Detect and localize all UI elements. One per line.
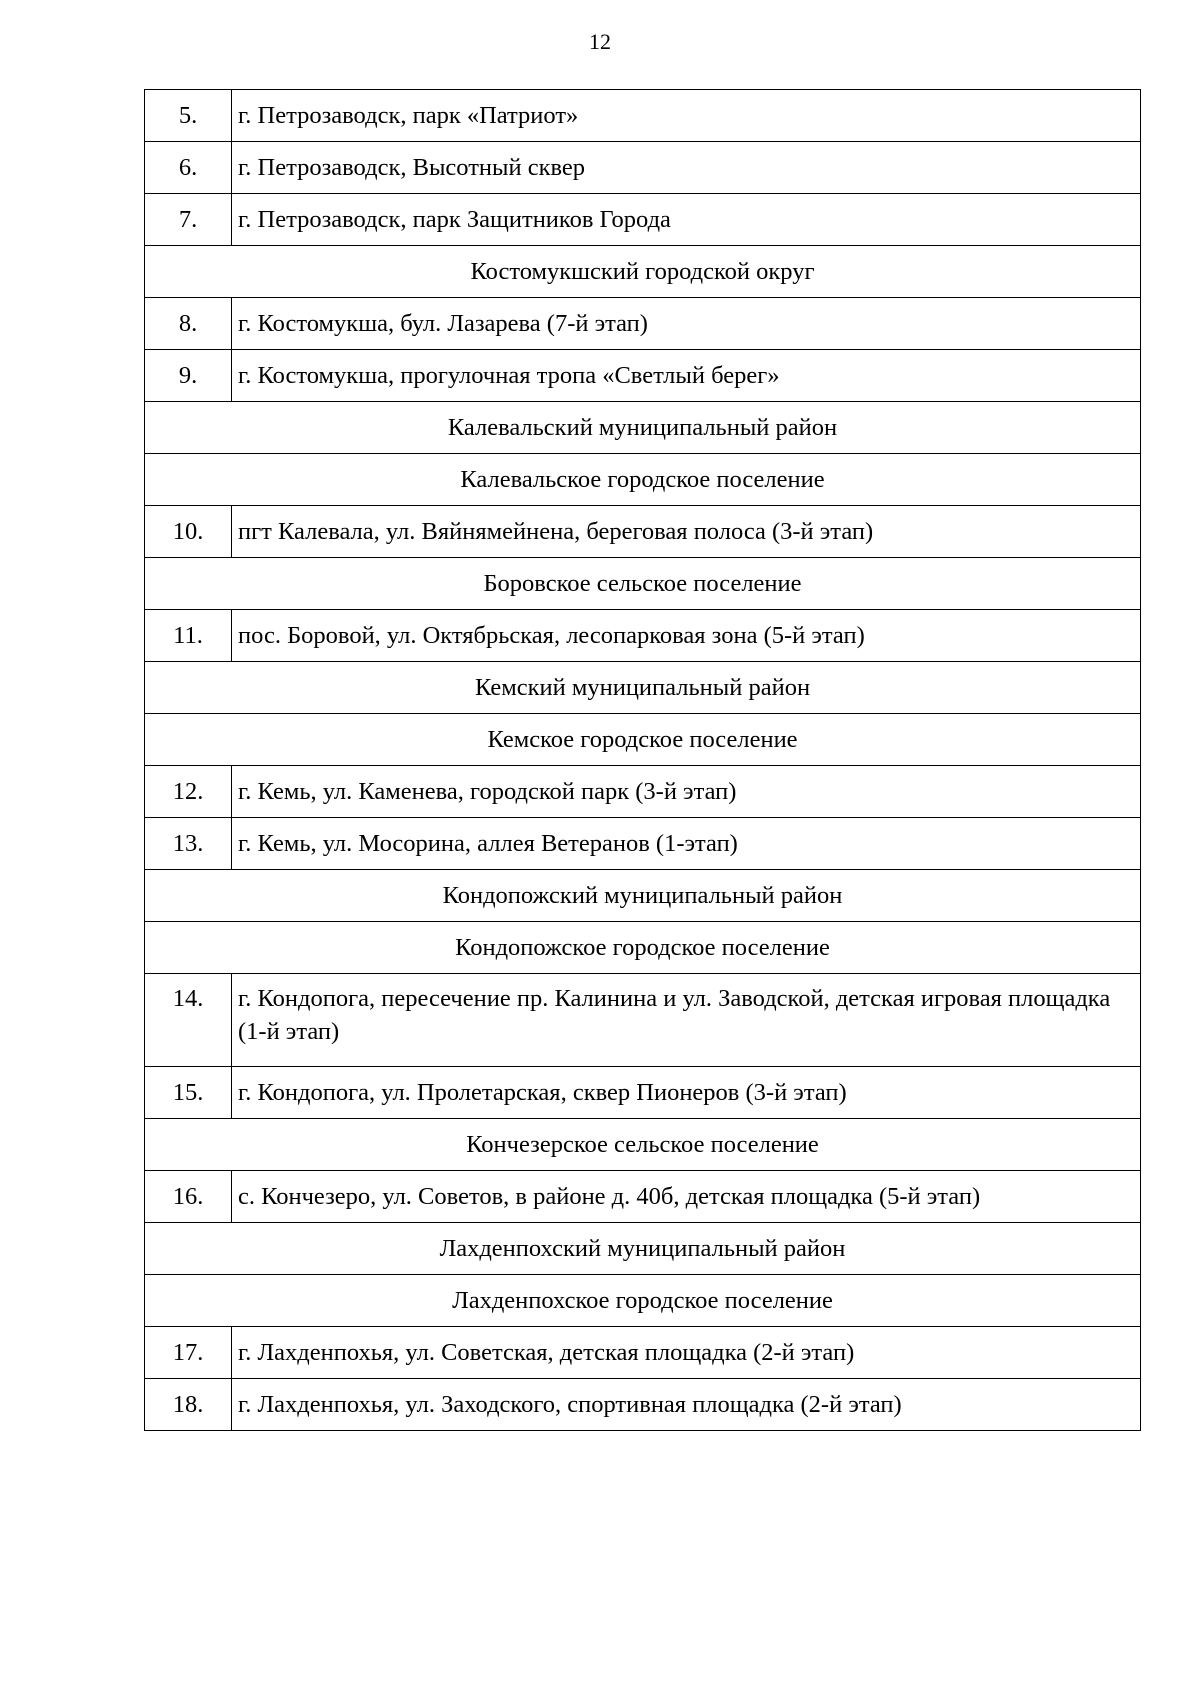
locations-table (144, 89, 1141, 1431)
row-number: 17. (145, 1327, 232, 1379)
section-header-row (145, 870, 1141, 922)
row-location: пос. Боровой, ул. Октябрьская, лесопарковая зона (5-й этап) (232, 610, 1141, 662)
section-header: Кемский муниципальный район (145, 662, 1141, 714)
row-number: 15. (145, 1067, 232, 1119)
row-location: пгт Калевала, ул. Вяйнямейнена, береговая полоса (3-й этап) (232, 506, 1141, 558)
table-row (145, 1379, 1141, 1431)
row-location: г. Петрозаводск, Высотный сквер (232, 142, 1141, 194)
row-location: г. Костомукша, бул. Лазарева (7-й этап) (232, 298, 1141, 350)
row-location: г. Лахденпохья, ул. Советская, детская площадка (2-й этап) (232, 1327, 1141, 1379)
table-row (145, 90, 1141, 142)
row-location: г. Костомукша, прогулочная тропа «Светлый берег» (232, 350, 1141, 402)
row-location: г. Кондопога, пересечение пр. Калинина и ул. Заводской, детская игровая площадка (1-й этап) (232, 974, 1141, 1067)
section-header: Калевальский муниципальный район (145, 402, 1141, 454)
section-header-row (145, 454, 1141, 506)
row-number: 11. (145, 610, 232, 662)
row-location: г. Кондопога, ул. Пролетарская, сквер Пионеров (3-й этап) (232, 1067, 1141, 1119)
page-number: 12 (589, 29, 611, 54)
section-header: Костомукшский городской округ (145, 246, 1141, 298)
table-row (145, 298, 1141, 350)
section-header-row (145, 1275, 1141, 1327)
table-row (145, 766, 1141, 818)
section-header: Калевальское городское поселение (145, 454, 1141, 506)
row-number: 9. (145, 350, 232, 402)
section-header-row (145, 402, 1141, 454)
section-header: Боровское сельское поселение (145, 558, 1141, 610)
table-row (145, 1171, 1141, 1223)
section-header-row (145, 714, 1141, 766)
section-header: Лахденпохское городское поселение (145, 1275, 1141, 1327)
section-header: Кондопожское городское поселение (145, 922, 1141, 974)
row-number: 16. (145, 1171, 232, 1223)
row-number: 6. (145, 142, 232, 194)
section-header-row (145, 662, 1141, 714)
row-number: 7. (145, 194, 232, 246)
table-row (145, 610, 1141, 662)
section-header: Кондопожский муниципальный район (145, 870, 1141, 922)
section-header: Лахденпохский муниципальный район (145, 1223, 1141, 1275)
row-location: г. Кемь, ул. Каменева, городской парк (3-й этап) (232, 766, 1141, 818)
row-number: 14. (145, 974, 232, 1067)
row-location: с. Кончезеро, ул. Советов, в районе д. 40б, детская площадка (5-й этап) (232, 1171, 1141, 1223)
table-row (145, 1327, 1141, 1379)
row-number: 13. (145, 818, 232, 870)
table-row (145, 818, 1141, 870)
section-header: Кемское городское поселение (145, 714, 1141, 766)
locations-table-body (145, 90, 1141, 1431)
section-header-row (145, 1119, 1141, 1171)
section-header: Кончезерское сельское поселение (145, 1119, 1141, 1171)
table-row (145, 1067, 1141, 1119)
row-location: г. Петрозаводск, парк «Патриот» (232, 90, 1141, 142)
section-header-row (145, 922, 1141, 974)
row-location: г. Кемь, ул. Мосорина, аллея Ветеранов (1-этап) (232, 818, 1141, 870)
table-row (145, 142, 1141, 194)
row-location: г. Петрозаводск, парк Защитников Города (232, 194, 1141, 246)
table-row (145, 506, 1141, 558)
row-location: г. Лахденпохья, ул. Заходского, спортивная площадка (2-й этап) (232, 1379, 1141, 1431)
row-number: 12. (145, 766, 232, 818)
row-number: 8. (145, 298, 232, 350)
row-number: 5. (145, 90, 232, 142)
section-header-row (145, 246, 1141, 298)
row-number: 10. (145, 506, 232, 558)
table-row (145, 350, 1141, 402)
table-row (145, 974, 1141, 1067)
row-number: 18. (145, 1379, 232, 1431)
table-row (145, 194, 1141, 246)
section-header-row (145, 1223, 1141, 1275)
section-header-row (145, 558, 1141, 610)
